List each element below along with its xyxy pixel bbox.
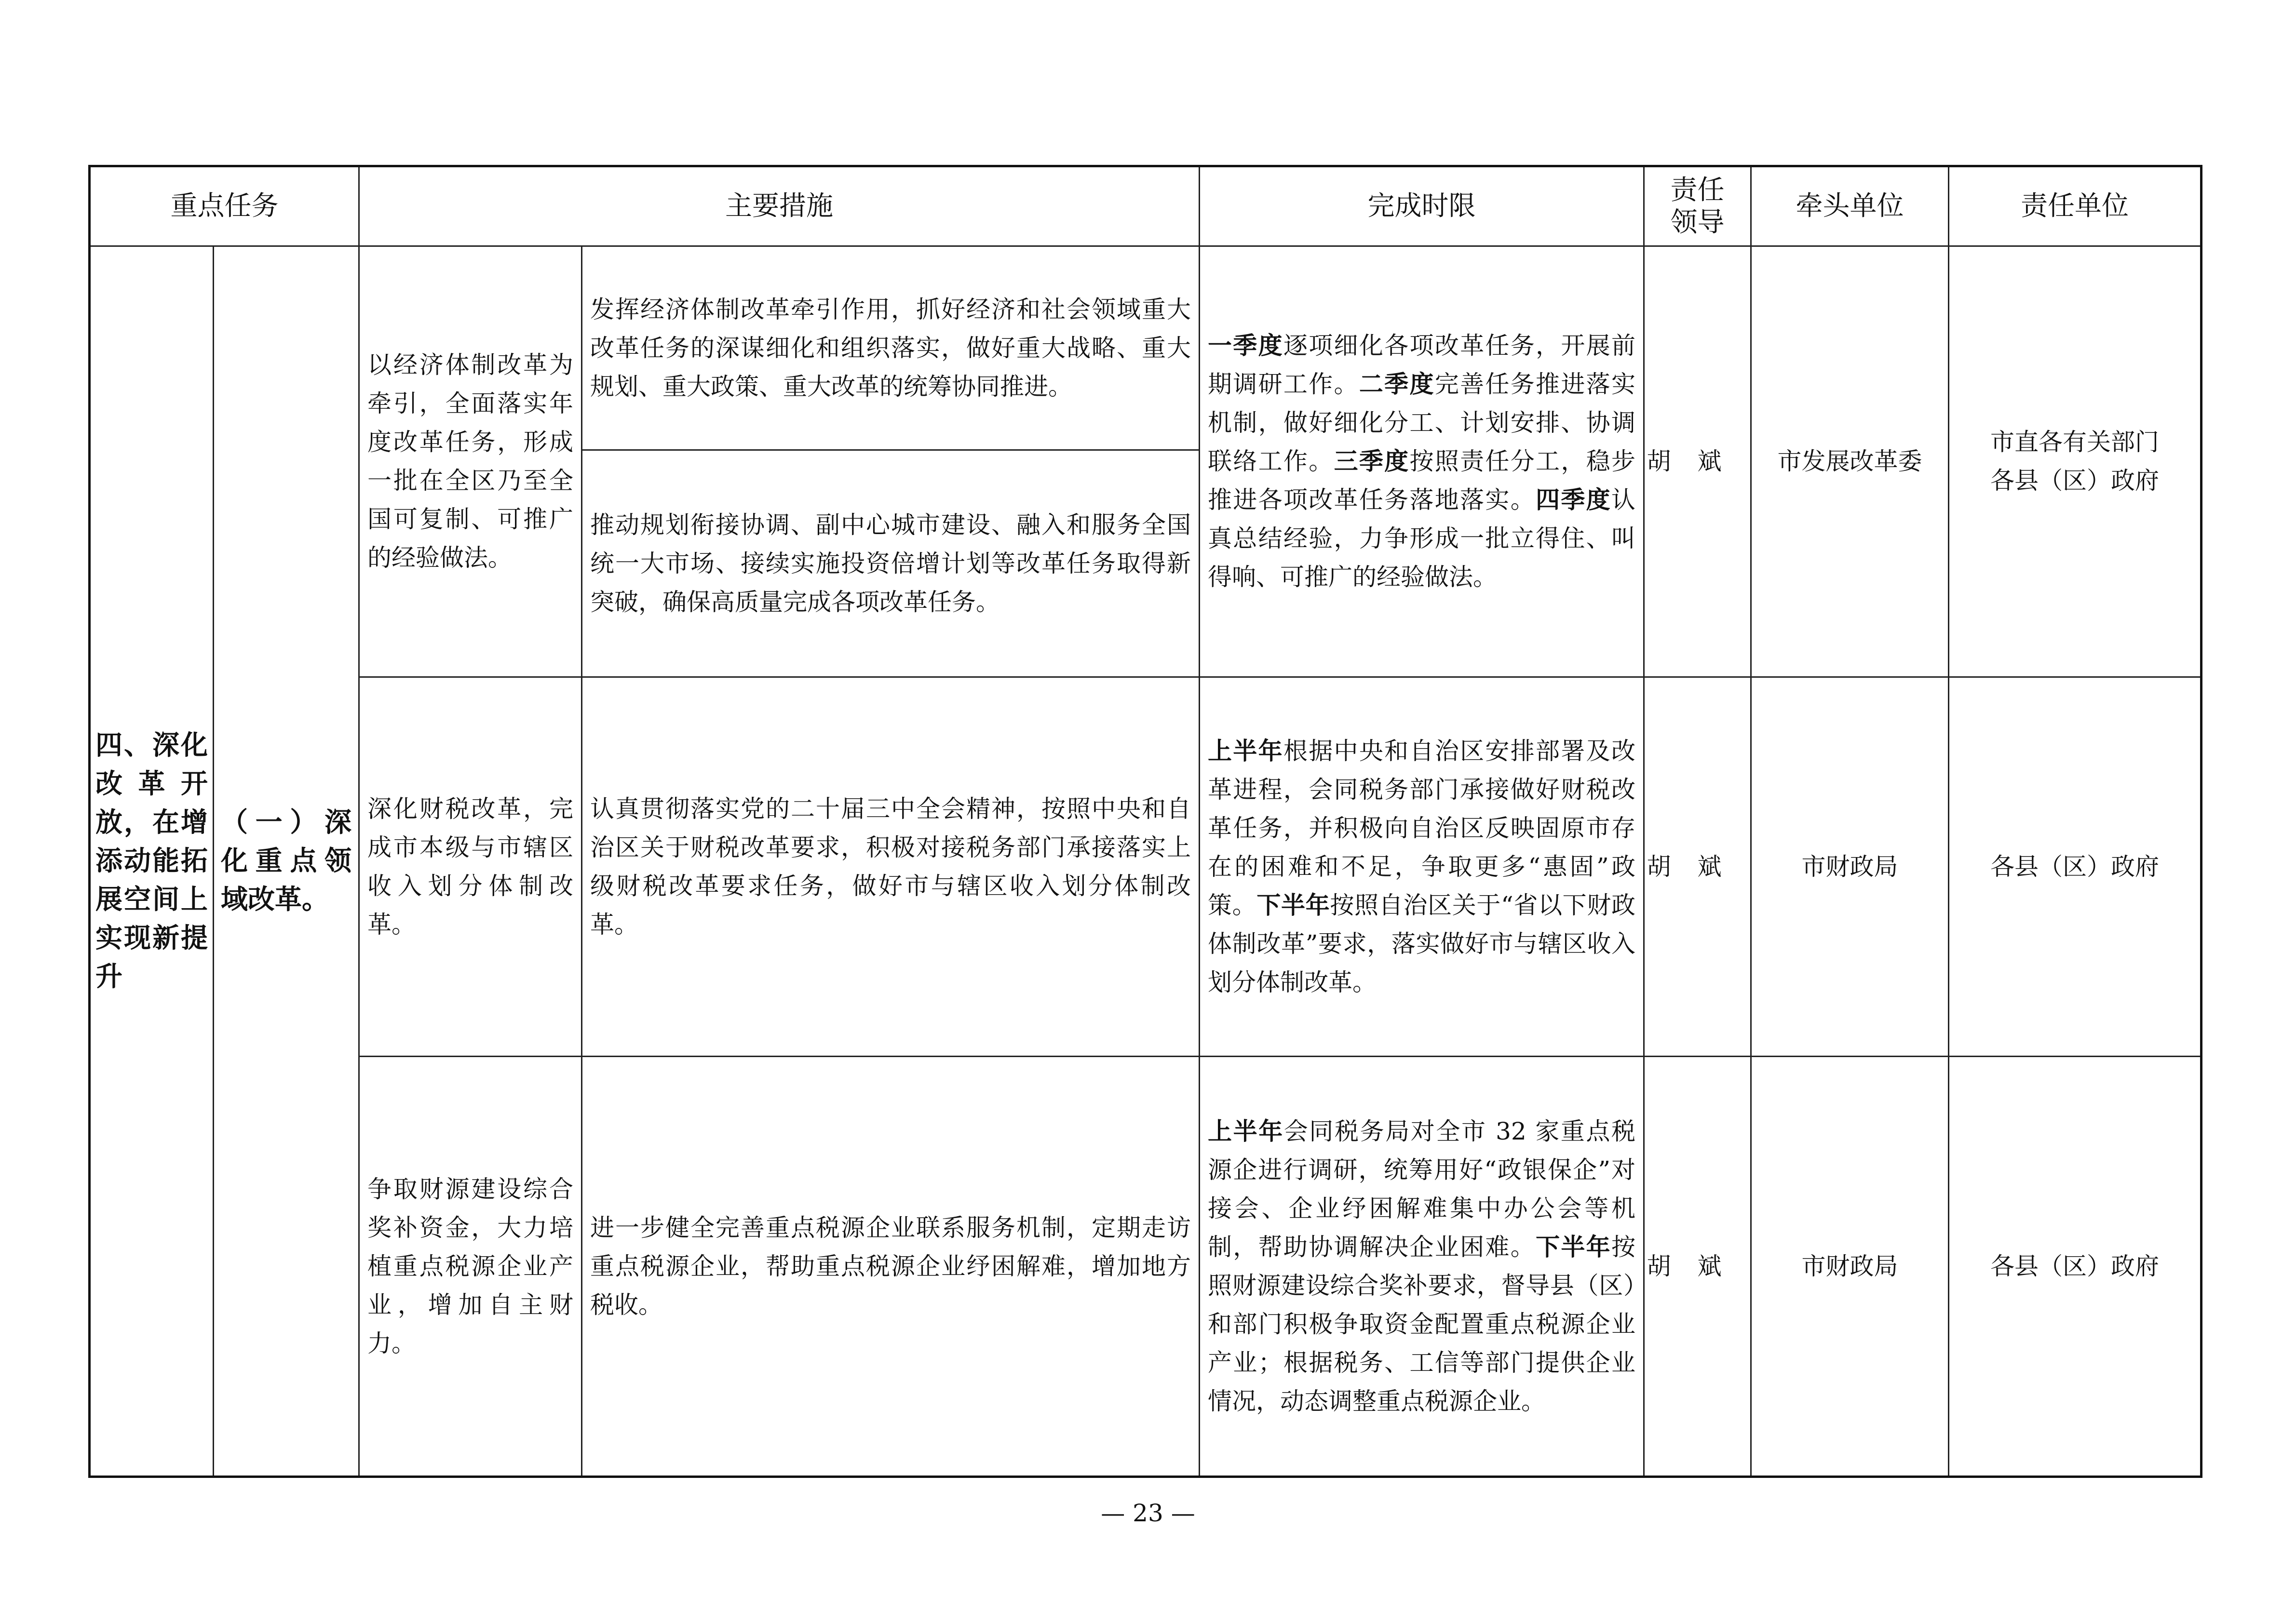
deadline-text: 逐项细化各项改革任务，开展前期调研工作。 [1208, 332, 1635, 399]
resp-unit-line1: 市直各有关部门 [1990, 428, 2159, 456]
measure-cell-1a: 发挥经济体制改革牵引作用，抓好经济和社会领域重大改革任务的深谋细化和组织落实，做好重大战略、重大规划、重大政策、重大改革的统筹协同推进。 [582, 246, 1200, 450]
deadline-text: 完善任务推进落实机制，做好细化分工、计划安排、协调联络工作。 [1208, 370, 1635, 476]
resp-unit-cell-3: 各县（区）政府 [1949, 1056, 2201, 1476]
table-row [90, 246, 2201, 450]
resp-unit-cell-2: 各县（区）政府 [1949, 677, 2201, 1056]
header-deadline: 完成时限 [1200, 166, 1644, 246]
task-cell-3: 争取财源建设综合奖补资金，大力培植重点税源企业产业，增加自主财力。 [359, 1056, 582, 1476]
header-resp-unit: 责任单位 [1949, 166, 2201, 246]
deadline-kw: 下半年 [1536, 1233, 1611, 1261]
lead-unit-cell-1: 市发展改革委 [1751, 246, 1949, 677]
deadline-text: 按照自治区关于“省以下财政体制改革”要求，落实做好市与辖区收入划分体制改革。 [1208, 891, 1636, 996]
resp-unit-cell-1 [1949, 246, 2201, 677]
deadline-text: 根据中央和自治区安排部署及改革进程，会同税务部门承接做好财税改革任务，并积极向自治区反映固原市存在的困难和不足，争取更多“惠固”政策。 [1208, 737, 1635, 919]
leader-cell-3 [1644, 1056, 1751, 1476]
header-leader-line1: 责任 [1670, 174, 1725, 206]
header-lead-unit: 牵头单位 [1751, 166, 1949, 246]
leader-cell-1 [1644, 246, 1751, 677]
task-cell-1: 以经济体制改革为牵引，全面落实年度改革任务，形成一批在全区乃至全国可复制、可推广的经验做法。 [359, 246, 582, 677]
deadline-kw: 一季度 [1208, 332, 1283, 360]
task-table [88, 165, 2202, 1478]
deadline-cell-3 [1200, 1056, 1644, 1476]
measure-cell-3: 进一步健全完善重点税源企业联系服务机制，定期走访重点税源企业，帮助重点税源企业纾困解难，增加地方税收。 [582, 1056, 1200, 1476]
measure-cell-2: 认真贯彻落实党的二十届三中全会精神，按照中央和自治区关于财税改革要求，积极对接税务部门承接落实上级财税改革要求任务，做好市与辖区收入划分体制改革。 [582, 677, 1200, 1056]
page-number: — 23 — [1101, 1499, 1195, 1527]
header-task: 重点任务 [90, 166, 359, 246]
leader-cell-2 [1644, 677, 1751, 1056]
task-cell-2: 深化财税改革，完成市本级与市辖区收入划分体制改革。 [359, 677, 582, 1056]
leader-name: 胡斌 [1647, 1252, 1748, 1280]
header-row [90, 166, 2201, 246]
deadline-text: 认真总结经验，力争形成一批立得住、叫得响、可推广的经验做法。 [1208, 486, 1635, 591]
resp-unit-line2: 各县（区）政府 [1990, 467, 2159, 495]
deadline-kw: 上半年 [1208, 737, 1283, 765]
deadline-text: 按照责任分工，稳步推进各项改革任务落地落实。 [1208, 447, 1635, 514]
leader-name: 胡斌 [1647, 852, 1748, 881]
table-row [90, 1056, 2201, 1476]
lead-unit-cell-2: 市财政局 [1751, 677, 1949, 1056]
deadline-kw: 二季度 [1359, 370, 1435, 399]
table-row [90, 677, 2201, 1056]
measure-cell-1b: 推动规划衔接协调、副中心城市建设、融入和服务全国统一大市场、接续实施投资倍增计划等改革任务取得新突破，确保高质量完成各项改革任务。 [582, 450, 1200, 677]
header-leader [1644, 166, 1751, 246]
deadline-kw: 四季度 [1536, 486, 1611, 514]
deadline-kw: 下半年 [1256, 891, 1330, 919]
deadline-text: 按照财源建设综合奖补要求，督导县（区）和部门积极争取资金配置重点税源企业产业；根据税务、工信等部门提供企业情况，动态调整重点税源企业。 [1208, 1233, 1635, 1415]
header-leader-line2: 领导 [1670, 207, 1725, 239]
deadline-kw: 三季度 [1334, 447, 1410, 476]
header-measures: 主要措施 [359, 166, 1200, 246]
deadline-text: 会同税务局对全市 32 家重点税源企进行调研，统筹用好“政银保企”对接会、企业纾困解难集中办公会等机制，帮助协调解决企业困难。 [1208, 1117, 1635, 1261]
deadline-cell-1 [1200, 246, 1644, 677]
deadline-kw: 上半年 [1208, 1117, 1284, 1145]
deadline-cell-2 [1200, 677, 1644, 1056]
lead-unit-cell-3: 市财政局 [1751, 1056, 1949, 1476]
leader-name: 胡斌 [1647, 447, 1748, 476]
category-level2: （一）深化重点领域改革。 [214, 246, 359, 1477]
category-level1: 四、深化改革开放，在增添动能拓展空间上实现新提升 [90, 246, 214, 1477]
